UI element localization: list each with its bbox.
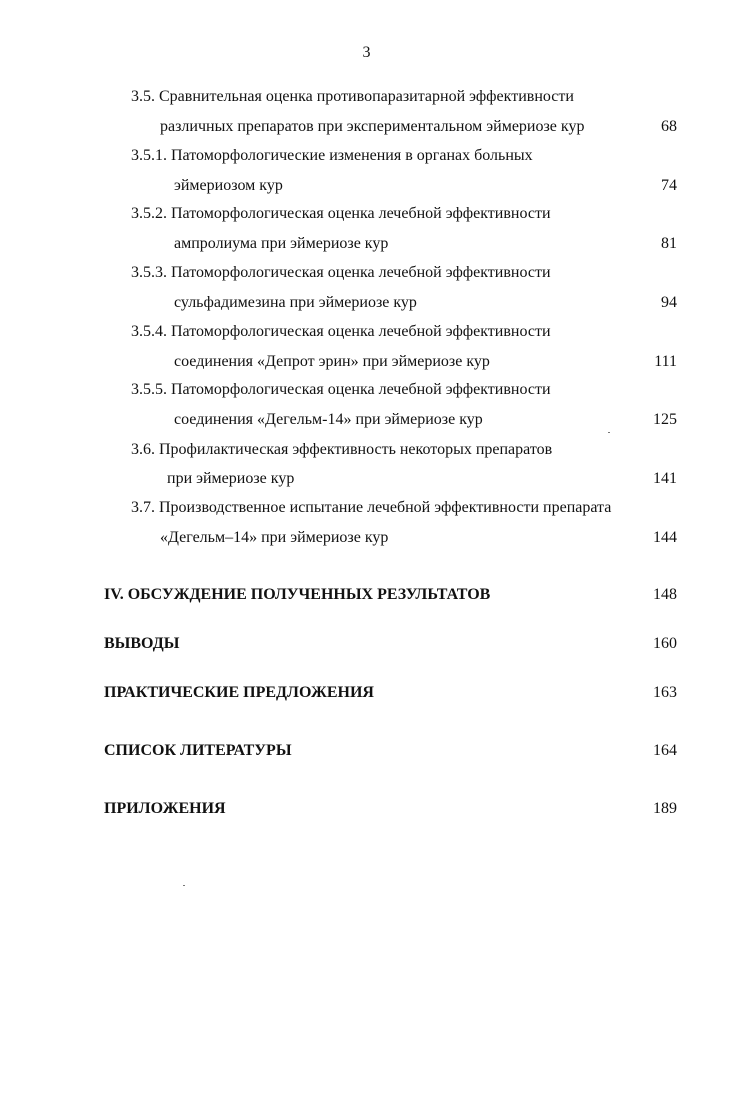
page-number: 3 (362, 44, 371, 61)
toc-entry-3-6-page: 141 (653, 470, 677, 487)
toc-entry-3-5-line1: 3.5. Сравнительная оценка противопаразитарной эффективности (131, 88, 574, 105)
toc-entry-3-5-1-page: 74 (661, 177, 677, 194)
scan-speck (608, 432, 610, 433)
toc-entry-3-6-line1: 3.6. Профилактическая эффективность некоторых препаратов (131, 441, 553, 458)
toc-entry-3-5-1-line2: эймериозом кур (174, 177, 283, 194)
toc-entry-3-7-line2: «Дегельм–14» при эймериозе кур (160, 529, 389, 546)
toc-entry-3-5-4-line1: 3.5.4. Патоморфологическая оценка лечебной эффективности (131, 323, 551, 340)
toc-entry-3-5-3-line2: сульфадимезина при эймериозе кур (174, 294, 417, 311)
section-references-page: 164 (653, 742, 677, 759)
toc-entry-3-5-3-line1: 3.5.3. Патоморфологическая оценка лечебной эффективности (131, 264, 551, 281)
scan-speck (183, 885, 185, 886)
toc-entry-3-5-4-page: 111 (654, 353, 677, 370)
toc-entry-3-5-4-line2: соединения «Депрот эрин» при эймериозе кур (174, 353, 490, 370)
section-appendices-title: ПРИЛОЖЕНИЯ (104, 800, 226, 817)
section-references-title: СПИСОК ЛИТЕРАТУРЫ (104, 742, 292, 759)
section-recommendations-title: ПРАКТИЧЕСКИЕ ПРЕДЛОЖЕНИЯ (104, 684, 374, 701)
toc-entry-3-5-1-line1: 3.5.1. Патоморфологические изменения в органах больных (131, 147, 533, 164)
toc-entry-3-5-2-line2: ампролиума при эймериозе кур (174, 235, 389, 252)
toc-entry-3-5-2-page: 81 (661, 235, 677, 252)
toc-entry-3-5-5-page: 125 (653, 411, 677, 428)
toc-entry-3-5-5-line1: 3.5.5. Патоморфологическая оценка лечебной эффективности (131, 381, 551, 398)
section-discussion-page: 148 (653, 586, 677, 603)
toc-entry-3-7-line1: 3.7. Производственное испытание лечебной эффективности препарата (131, 499, 612, 516)
toc-entry-3-5-2-line1: 3.5.2. Патоморфологическая оценка лечебной эффективности (131, 205, 551, 222)
section-recommendations-page: 163 (653, 684, 677, 701)
toc-entry-3-5-3-page: 94 (661, 294, 677, 311)
section-discussion-title: IV. ОБСУЖДЕНИЕ ПОЛУЧЕННЫХ РЕЗУЛЬТАТОВ (104, 586, 491, 603)
section-conclusions-page: 160 (653, 635, 677, 652)
section-conclusions-title: ВЫВОДЫ (104, 635, 180, 652)
toc-entry-3-5-5-line2: соединения «Дегельм-14» при эймериозе кур (174, 411, 483, 428)
toc-entry-3-7-page: 144 (653, 529, 677, 546)
toc-entry-3-6-line2: при эймериозе кур (167, 470, 295, 487)
section-appendices-page: 189 (653, 800, 677, 817)
toc-entry-3-5-line2: различных препаратов при экспериментальном эймериозе кур (160, 118, 585, 135)
toc-entry-3-5-page: 68 (661, 118, 677, 135)
